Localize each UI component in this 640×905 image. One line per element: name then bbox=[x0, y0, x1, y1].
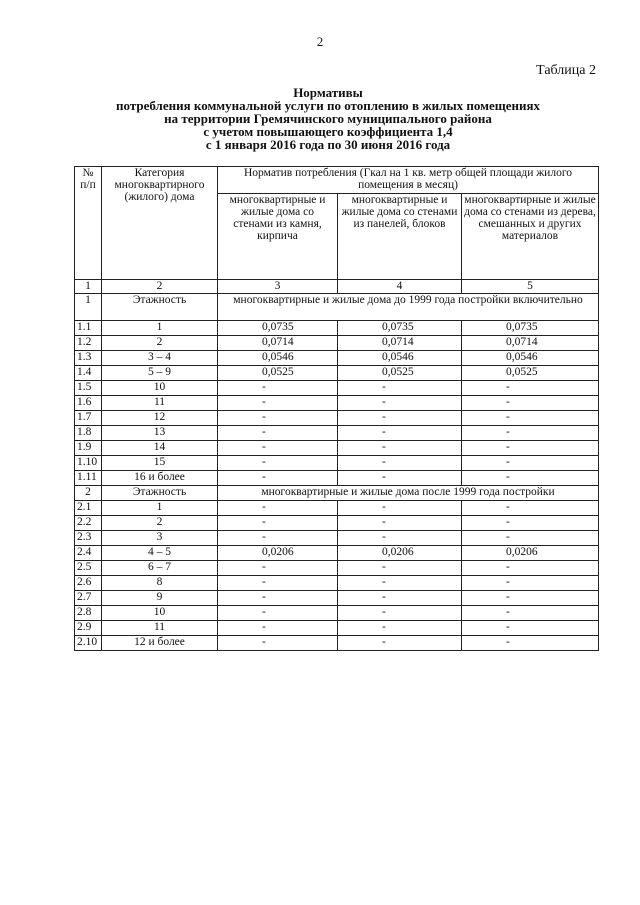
column-number: 3 bbox=[218, 280, 338, 294]
title-line-2: потребления коммунальной услуги по отоплению в жилых помещениях bbox=[116, 98, 540, 113]
value-stone-brick: - bbox=[218, 606, 338, 621]
row-floors: 6 – 7 bbox=[102, 561, 218, 576]
value-wood-mixed: 0,0735 bbox=[462, 321, 599, 336]
value-panel-block: 0,0546 bbox=[338, 351, 462, 366]
value-stone-brick: - bbox=[218, 441, 338, 456]
value-wood-mixed: - bbox=[462, 441, 599, 456]
title-line-3: на территории Гремячинского муниципального района bbox=[164, 111, 492, 126]
column-number: 5 bbox=[462, 280, 599, 294]
row-floors: 10 bbox=[102, 606, 218, 621]
row-number: 1.8 bbox=[75, 426, 102, 441]
table-row bbox=[75, 546, 599, 561]
column-number: 4 bbox=[338, 280, 462, 294]
row-number: 2.10 bbox=[75, 636, 102, 651]
section-label: Этажность bbox=[102, 294, 218, 321]
row-number: 1.11 bbox=[75, 471, 102, 486]
value-panel-block: 0,0206 bbox=[338, 546, 462, 561]
value-stone-brick: - bbox=[218, 591, 338, 606]
row-number: 1.2 bbox=[75, 336, 102, 351]
table-row bbox=[75, 561, 599, 576]
value-stone-brick: - bbox=[218, 531, 338, 546]
table-row bbox=[75, 636, 599, 651]
value-stone-brick: 0,0525 bbox=[218, 366, 338, 381]
value-panel-block: - bbox=[338, 471, 462, 486]
value-panel-block: - bbox=[338, 531, 462, 546]
value-wood-mixed: - bbox=[462, 411, 599, 426]
value-panel-block: - bbox=[338, 501, 462, 516]
value-stone-brick: - bbox=[218, 501, 338, 516]
value-panel-block: - bbox=[338, 576, 462, 591]
row-floors: 16 и более bbox=[102, 471, 218, 486]
value-stone-brick: - bbox=[218, 396, 338, 411]
value-panel-block: - bbox=[338, 621, 462, 636]
value-panel-block: - bbox=[338, 396, 462, 411]
value-wood-mixed: 0,0525 bbox=[462, 366, 599, 381]
section-description: многоквартирные и жилые дома до 1999 года постройки включительно bbox=[218, 294, 599, 321]
value-panel-block: - bbox=[338, 591, 462, 606]
value-stone-brick: - bbox=[218, 621, 338, 636]
row-number: 2.1 bbox=[75, 501, 102, 516]
row-floors: 11 bbox=[102, 621, 218, 636]
value-panel-block: 0,0525 bbox=[338, 366, 462, 381]
row-floors: 2 bbox=[102, 516, 218, 531]
row-floors: 9 bbox=[102, 591, 218, 606]
document-title bbox=[40, 86, 616, 151]
row-floors: 12 и более bbox=[102, 636, 218, 651]
table-row bbox=[75, 606, 599, 621]
value-stone-brick: 0,0735 bbox=[218, 321, 338, 336]
row-floors: 15 bbox=[102, 456, 218, 471]
table-label: Таблица 2 bbox=[536, 63, 596, 78]
title-line-4: с учетом повышающего коэффициента 1,4 bbox=[203, 124, 453, 139]
value-stone-brick: - bbox=[218, 381, 338, 396]
value-wood-mixed: - bbox=[462, 471, 599, 486]
page-number: 2 bbox=[316, 34, 324, 49]
row-number: 2.2 bbox=[75, 516, 102, 531]
row-floors: 2 bbox=[102, 336, 218, 351]
row-number: 2.7 bbox=[75, 591, 102, 606]
table-row bbox=[75, 531, 599, 546]
value-wood-mixed: - bbox=[462, 636, 599, 651]
title-line-5: с 1 января 2016 года по 30 июня 2016 года bbox=[205, 137, 451, 152]
row-floors: 5 – 9 bbox=[102, 366, 218, 381]
value-panel-block: - bbox=[338, 456, 462, 471]
row-floors: 14 bbox=[102, 441, 218, 456]
value-stone-brick: - bbox=[218, 426, 338, 441]
row-number: 2.4 bbox=[75, 546, 102, 561]
section-row bbox=[75, 294, 599, 321]
value-wood-mixed: - bbox=[462, 516, 599, 531]
table-row bbox=[75, 501, 599, 516]
value-panel-block: - bbox=[338, 411, 462, 426]
table-row bbox=[75, 621, 599, 636]
value-wood-mixed: - bbox=[462, 621, 599, 636]
value-wood-mixed: - bbox=[462, 396, 599, 411]
value-stone-brick: - bbox=[218, 576, 338, 591]
value-wood-mixed: - bbox=[462, 561, 599, 576]
header-col4: многоквартирные и жилые дома со стенами из панелей, блоков bbox=[338, 194, 462, 280]
column-number-row bbox=[75, 280, 599, 294]
table-row bbox=[75, 396, 599, 411]
value-panel-block: - bbox=[338, 636, 462, 651]
row-number: 1.10 bbox=[75, 456, 102, 471]
column-number: 1 bbox=[75, 280, 102, 294]
table-row bbox=[75, 516, 599, 531]
row-number: 2.6 bbox=[75, 576, 102, 591]
row-number: 2.5 bbox=[75, 561, 102, 576]
row-floors: 4 – 5 bbox=[102, 546, 218, 561]
value-wood-mixed: - bbox=[462, 426, 599, 441]
value-stone-brick: - bbox=[218, 636, 338, 651]
table-row bbox=[75, 456, 599, 471]
table-row bbox=[75, 471, 599, 486]
table-row bbox=[75, 321, 599, 336]
row-floors: 1 bbox=[102, 321, 218, 336]
value-panel-block: - bbox=[338, 606, 462, 621]
table-row bbox=[75, 351, 599, 366]
section-row bbox=[75, 486, 599, 501]
norms-table bbox=[74, 166, 599, 651]
section-number: 2 bbox=[75, 486, 102, 501]
value-wood-mixed: - bbox=[462, 576, 599, 591]
value-wood-mixed: - bbox=[462, 501, 599, 516]
value-panel-block: - bbox=[338, 516, 462, 531]
table-row bbox=[75, 381, 599, 396]
value-wood-mixed: - bbox=[462, 591, 599, 606]
row-floors: 12 bbox=[102, 411, 218, 426]
row-number: 2.9 bbox=[75, 621, 102, 636]
header-category: Категория многоквартирного (жилого) дома bbox=[102, 167, 218, 280]
value-wood-mixed: - bbox=[462, 456, 599, 471]
table-row bbox=[75, 441, 599, 456]
row-floors: 3 bbox=[102, 531, 218, 546]
row-floors: 10 bbox=[102, 381, 218, 396]
header-num: № п/п bbox=[75, 167, 102, 280]
row-floors: 1 bbox=[102, 501, 218, 516]
header-col5: многоквартирные и жилые дома со стенами из дерева, смешанных и других материалов bbox=[462, 194, 599, 280]
value-stone-brick: - bbox=[218, 411, 338, 426]
row-number: 1.3 bbox=[75, 351, 102, 366]
title-line-1: Нормативы bbox=[293, 85, 363, 100]
value-wood-mixed: 0,0714 bbox=[462, 336, 599, 351]
value-panel-block: 0,0714 bbox=[338, 336, 462, 351]
value-stone-brick: - bbox=[218, 456, 338, 471]
value-wood-mixed: - bbox=[462, 381, 599, 396]
row-number: 1.7 bbox=[75, 411, 102, 426]
table-row bbox=[75, 336, 599, 351]
value-panel-block: - bbox=[338, 381, 462, 396]
value-stone-brick: 0,0714 bbox=[218, 336, 338, 351]
table-row bbox=[75, 576, 599, 591]
value-wood-mixed: 0,0546 bbox=[462, 351, 599, 366]
section-number: 1 bbox=[75, 294, 102, 321]
header-col3: многоквартирные и жилые дома со стенами из камня, кирпича bbox=[218, 194, 338, 280]
row-number: 1.6 bbox=[75, 396, 102, 411]
column-number: 2 bbox=[102, 280, 218, 294]
value-stone-brick: - bbox=[218, 471, 338, 486]
value-stone-brick: 0,0546 bbox=[218, 351, 338, 366]
row-number: 1.9 bbox=[75, 441, 102, 456]
row-number: 2.3 bbox=[75, 531, 102, 546]
value-stone-brick: - bbox=[218, 516, 338, 531]
section-description: многоквартирные и жилые дома после 1999 года постройки bbox=[218, 486, 599, 501]
row-floors: 3 – 4 bbox=[102, 351, 218, 366]
value-panel-block: - bbox=[338, 561, 462, 576]
value-wood-mixed: 0,0206 bbox=[462, 546, 599, 561]
row-number: 1.1 bbox=[75, 321, 102, 336]
value-wood-mixed: - bbox=[462, 606, 599, 621]
row-floors: 13 bbox=[102, 426, 218, 441]
value-panel-block: - bbox=[338, 441, 462, 456]
row-number: 1.4 bbox=[75, 366, 102, 381]
value-stone-brick: - bbox=[218, 561, 338, 576]
row-floors: 8 bbox=[102, 576, 218, 591]
row-floors: 11 bbox=[102, 396, 218, 411]
value-stone-brick: 0,0206 bbox=[218, 546, 338, 561]
table-row bbox=[75, 366, 599, 381]
value-wood-mixed: - bbox=[462, 531, 599, 546]
table-row bbox=[75, 591, 599, 606]
header-norm: Норматив потребления (Гкал на 1 кв. метр общей площади жилого помещения в месяц) bbox=[218, 167, 599, 194]
row-number: 2.8 bbox=[75, 606, 102, 621]
table-row bbox=[75, 426, 599, 441]
value-panel-block: - bbox=[338, 426, 462, 441]
section-label: Этажность bbox=[102, 486, 218, 501]
value-panel-block: 0,0735 bbox=[338, 321, 462, 336]
row-number: 1.5 bbox=[75, 381, 102, 396]
table-row bbox=[75, 411, 599, 426]
